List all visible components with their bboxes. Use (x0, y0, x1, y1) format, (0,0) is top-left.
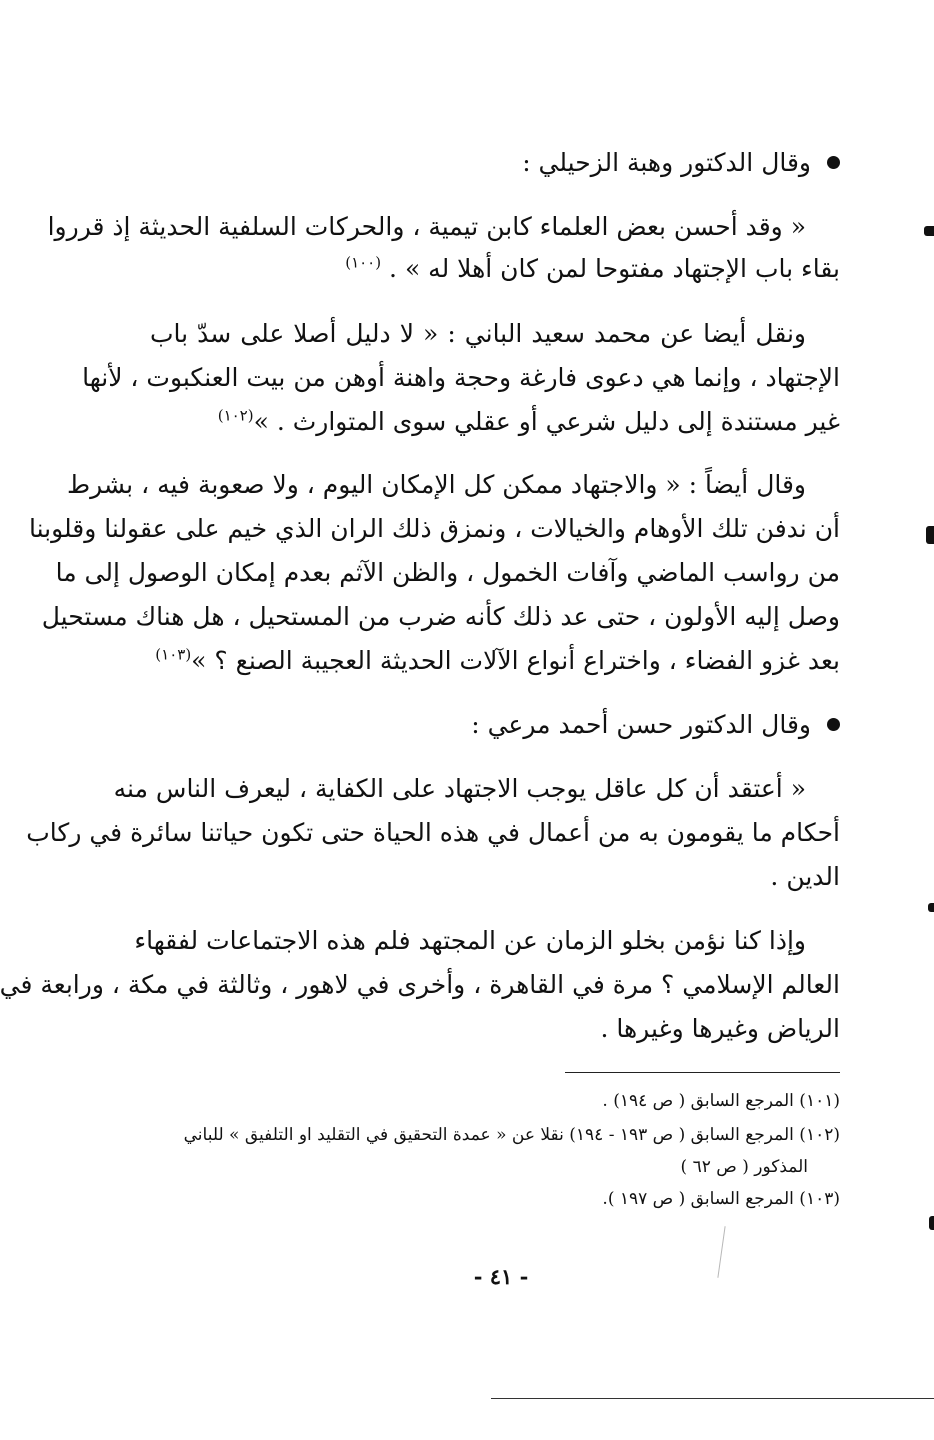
paragraph-line: ونقل أيضا عن محمد سعيد الباني : « لا دليل أصلا على سدّ باب (150, 319, 806, 348)
paragraph-line: بعد غزو الفضاء ، واختراع أنواع الآلات الحديثة العجيبة الصنع ؟ »$^{(١٠٣)}$ (155, 645, 840, 675)
footnote-ref: (١٠٢) (217, 406, 254, 425)
paragraph-line: من رواسب الماضي وآفات الخمول ، والظن الآثم بعدم إمكان الوصول إلى ما (55, 558, 840, 587)
footnote-ref: (١٠٣) (155, 645, 192, 664)
bullet-icon (827, 718, 840, 731)
paragraph-line: وقال أيضاً : « والاجتهاد ممكن كل الإمكان اليوم ، ولا صعوبة فيه ، بشرط (66, 470, 806, 499)
paragraph-line: « أعتقد أن كل عاقل يوجب الاجتهاد على الكفاية ، ليعرف الناس منه (113, 774, 806, 803)
footnote-divider (565, 1072, 840, 1073)
paragraph-line: الإجتهاد ، وإنما هي دعوى فارغة وحجة واهنة أوهن من بيت العنكبوت ، لأنها (82, 363, 840, 392)
paragraph-line: وإذا كنا نؤمن بخلو الزمان عن المجتهد فلم هذه الاجتماعات لفقهاء (134, 926, 806, 955)
footnote-102: (١٠٢) المرجع السابق ( ص ١٩٣ - ١٩٤) نقلا عن « عمدة التحقيق في التقليد او التلفيق » للباني (183, 1125, 840, 1145)
footnote-103: (١٠٣) المرجع السابق ( ص ١٩٧ ). (602, 1189, 840, 1209)
paragraph-line: وصل إليه الأولون ، حتى عد ذلك كأنه ضرب من المستحيل ، هل هناك مستحيل (41, 602, 840, 631)
paragraph-line: « وقد أحسن بعض العلماء كابن تيمية ، والحركات السلفية الحديثة إذ قرروا (47, 212, 806, 241)
paragraph-line: بقاء باب الإجتهاد مفتوحا لمن كان أهلا له » . $^{(١٠٠)}$ (345, 253, 840, 283)
paragraph-line: أحكام ما يقومون به من أعمال في هذه الحياة حتى تكون حياتنا سائرة في ركاب (26, 818, 840, 847)
paragraph-line: الرياض وغيرها وغيرها . (600, 1014, 840, 1043)
scan-edge-mark (924, 226, 934, 236)
paragraph-line: غير مستندة إلى دليل شرعي أو عقلي سوى المتوارث . »$^{(١٠٢)}$ (217, 406, 840, 436)
paragraph-line: الدين . (770, 862, 840, 891)
scan-edge-mark (929, 1216, 934, 1230)
page-number: - ٤١ - (473, 1264, 529, 1289)
quote-intro: وقال الدكتور وهبة الزحيلي : (150, 146, 840, 180)
scan-edge-mark (926, 526, 934, 544)
footnote-102-continuation: المذكور ( ص ٦٢ ) (680, 1157, 808, 1177)
footnote-ref: (١٠٠) (345, 253, 382, 272)
bullet-icon (827, 156, 840, 169)
quote-intro: وقال الدكتور حسن أحمد مرعي : (150, 708, 840, 742)
paragraph-line: أن ندفن تلك الأوهام والخيالات ، ونمزق ذلك الران الذي خيم على عقولنا وقلوبنا (29, 514, 840, 543)
paragraph-line: العالم الإسلامي ؟ مرة في القاهرة ، وأخرى في لاهور ، وثالثة في مكة ، ورابعة في (0, 970, 840, 999)
pencil-mark (717, 1226, 725, 1278)
scan-edge-mark (928, 903, 934, 912)
footnote-101: (١٠١) المرجع السابق ( ص ١٩٤) . (602, 1091, 840, 1111)
scan-bottom-edge-line (491, 1398, 934, 1399)
